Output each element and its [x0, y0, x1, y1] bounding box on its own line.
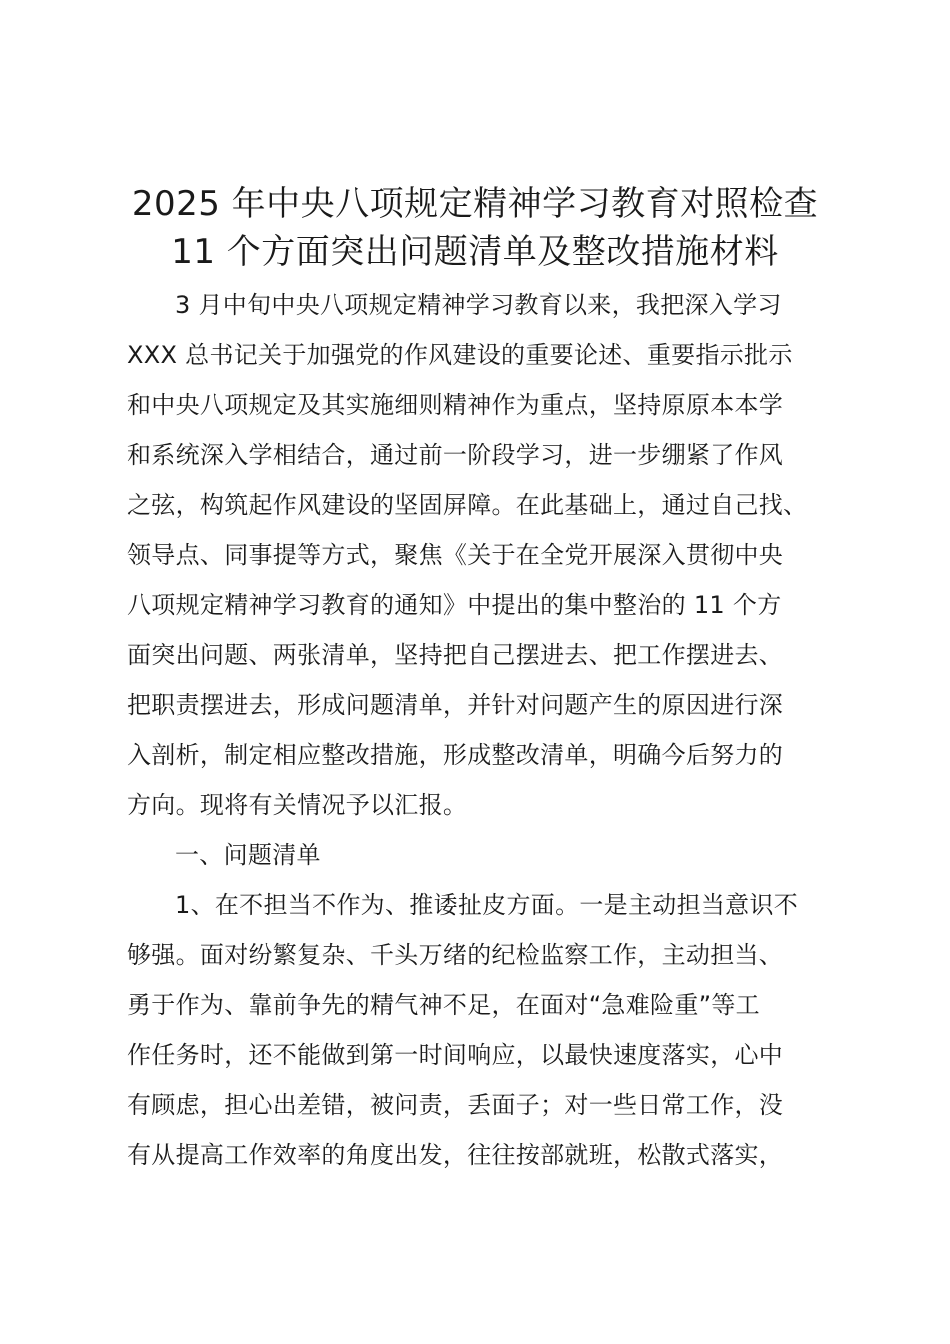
document-title-line-2: 11 个方面突出问题清单及整改措施材料: [171, 232, 779, 272]
item-line: 勇于作为、靠前争先的精气神不足，在面对“急难险重”等工: [127, 991, 760, 1019]
section-heading: 一、问题清单: [175, 841, 321, 869]
intro-line: 八项规定精神学习教育的通知》中提出的集中整治的 11 个方: [127, 591, 782, 619]
intro-line: 领导点、同事提等方式，聚焦《关于在全党开展深入贯彻中央: [127, 541, 784, 569]
intro-line: 面突出问题、两张清单，坚持把自己摆进去、把工作摆进去、: [127, 641, 784, 669]
intro-line: 方向。现将有关情况予以汇报。: [127, 791, 468, 819]
document-title-line-1: 2025 年中央八项规定精神学习教育对照检查: [131, 184, 819, 224]
intro-line: 入剖析，制定相应整改措施，形成整改清单，明确今后努力的: [127, 741, 784, 769]
intro-line: 把职责摆进去，形成问题清单，并针对问题产生的原因进行深: [127, 691, 784, 719]
intro-line: 和系统深入学相结合，通过前一阶段学习，进一步绷紧了作风: [127, 441, 784, 469]
intro-line: XXX 总书记关于加强党的作风建设的重要论述、重要指示批示: [127, 341, 793, 369]
item-line: 有顾虑，担心出差错，被问责，丢面子；对一些日常工作，没: [127, 1091, 784, 1119]
intro-line: 和中央八项规定及其实施细则精神作为重点，坚持原原本本学: [127, 391, 784, 419]
intro-line: 之弦，构筑起作风建设的坚固屏障。在此基础上，通过自己找、: [127, 491, 808, 519]
item-line: 有从提高工作效率的角度出发，往往按部就班，松散式落实，: [127, 1141, 784, 1169]
item-line: 作任务时，还不能做到第一时间响应，以最快速度落实，心中: [127, 1041, 784, 1069]
item-line: 1、在不担当不作为、推诿扯皮方面。一是主动担当意识不: [175, 891, 799, 919]
item-line: 够强。面对纷繁复杂、千头万绪的纪检监察工作，主动担当、: [127, 941, 784, 969]
intro-line: 3 月中旬中央八项规定精神学习教育以来，我把深入学习: [175, 291, 782, 319]
